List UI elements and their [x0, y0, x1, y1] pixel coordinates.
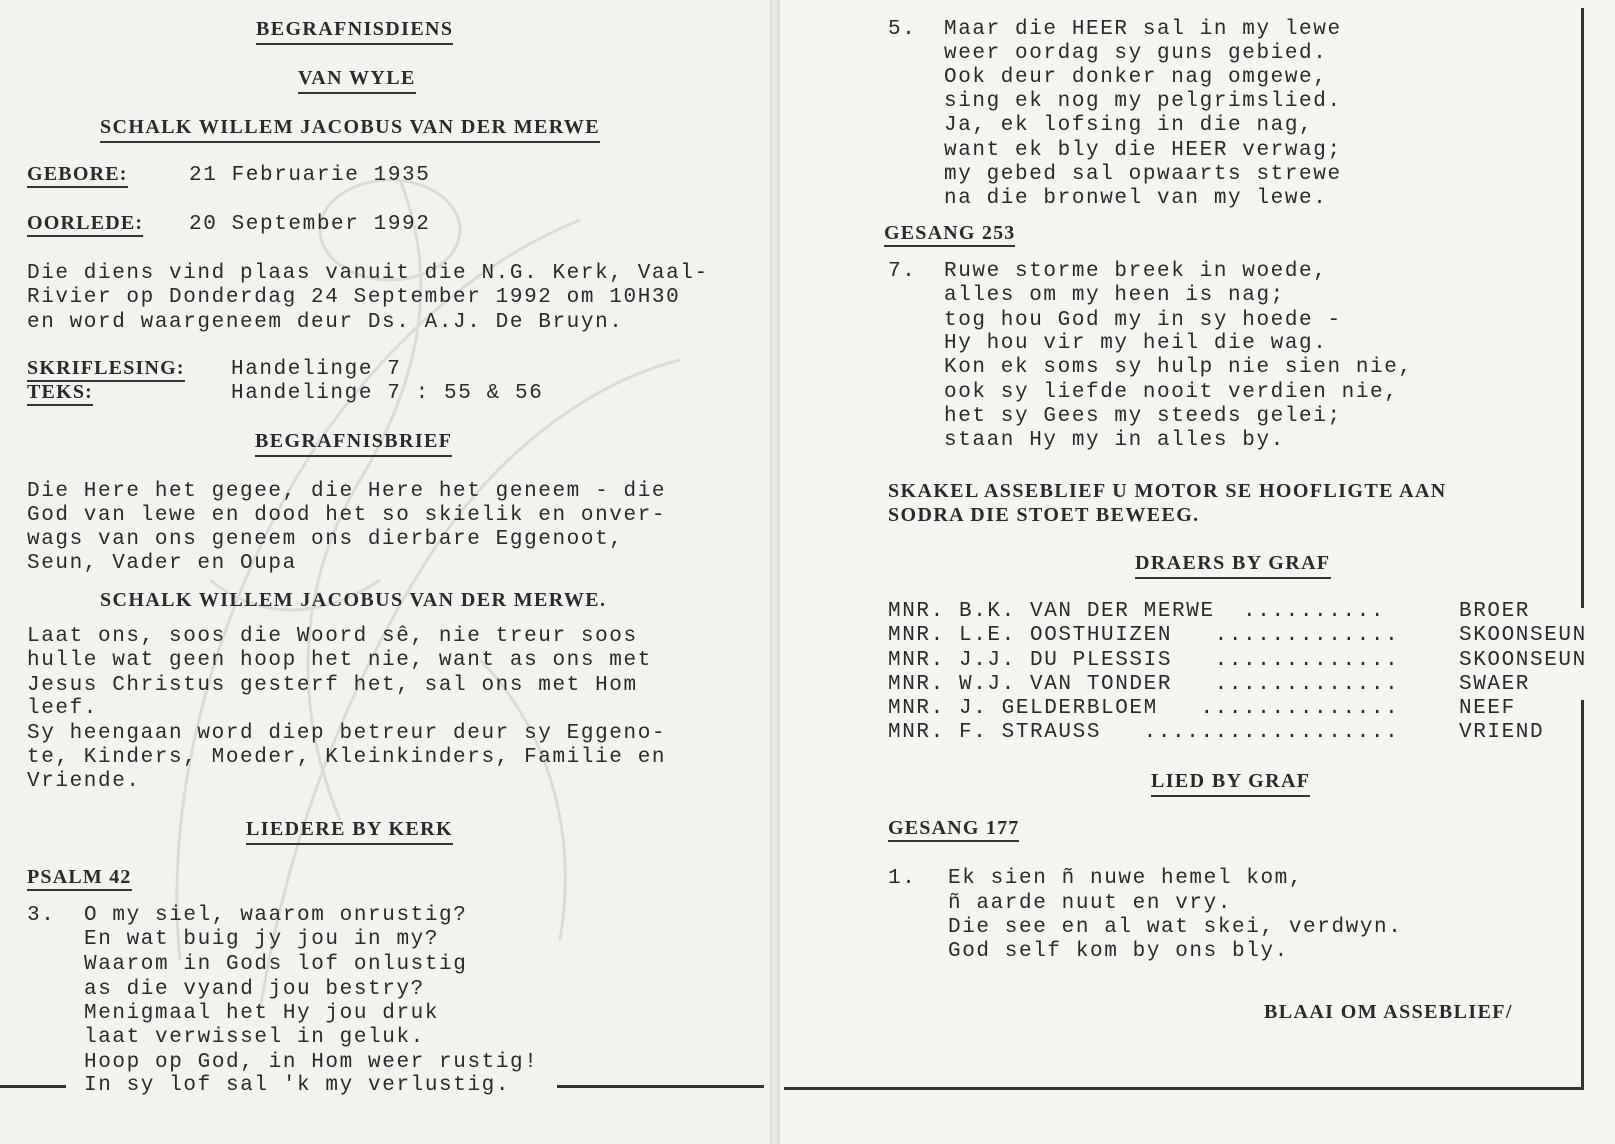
hymn-line: Ook deur donker nag omgewe, — [944, 66, 1328, 89]
hymn-line: Maar die HEER sal in my lewe — [944, 18, 1342, 41]
text-value: Handelinge 7 : 55 & 56 — [231, 382, 544, 405]
hymn-line: sing ek nog my pelgrimslied. — [944, 90, 1342, 113]
right-border-upper — [1581, 8, 1584, 608]
hymn-line: Ek sien ñ nuwe hemel kom, — [948, 867, 1304, 890]
psalm-line: En wat buig jy jou in my? — [84, 928, 440, 951]
verse-number: 7. — [888, 260, 917, 283]
psalm-line: Waarom in Gods lof onlustig — [84, 953, 468, 976]
service-line: en word waargeneem deur Ds. A.J. De Bruyn. — [27, 311, 624, 334]
letter-heading: BEGRAFNISBRIEF — [255, 430, 452, 457]
deceased-name-heading: SCHALK WILLEM JACOBUS VAN DER MERWE — [100, 116, 600, 143]
letter-line: Jesus Christus gesterf het, sal ons met Hom — [27, 674, 638, 697]
verse-number: 1. — [888, 867, 917, 890]
hymn-line: ook sy liefde nooit verdien nie, — [944, 381, 1399, 404]
headlights-notice: SODRA DIE STOET BEWEEG. — [888, 504, 1200, 526]
psalm-line: O my siel, waarom onrustig? — [84, 904, 468, 927]
letter-line: hulle wat geen hoop het nie, want as ons met — [27, 649, 652, 672]
hymn-line: want ek bly die HEER verwag; — [944, 139, 1342, 162]
died-date: 20 September 1992 — [189, 213, 431, 236]
service-line: Die diens vind plaas vanuit die N.G. Kerk, Vaal- — [27, 262, 709, 285]
hymn-line: God self kom by ons bly. — [948, 940, 1289, 963]
hymn-line: tog hou God my in sy hoede - — [944, 309, 1342, 332]
text-label: TEKS: — [27, 381, 93, 406]
hymn-line: alles om my heen is nag; — [944, 284, 1285, 307]
bearer-name: MNR. J. GELDERBLOEM .............. — [888, 697, 1400, 720]
hymn-line: ñ aarde nuut en vry. — [948, 892, 1233, 915]
right-border-lower — [1581, 700, 1584, 1090]
reading-label: SKRIFLESING: — [27, 357, 185, 382]
hymn-line: na die bronwel van my lewe. — [944, 187, 1328, 210]
letter-line: Laat ons, soos die Woord sê, nie treur soos — [27, 625, 638, 648]
letter-line: leef. — [27, 697, 99, 720]
psalm-line: laat verwissel in geluk. — [84, 1026, 425, 1049]
bearer-relation: SKOONSEUN — [1459, 649, 1587, 672]
hymn-line: Die see en al wat skei, verdwyn. — [948, 916, 1403, 939]
verse-number: 5. — [888, 18, 917, 41]
psalm-line: Menigmaal het Hy jou druk — [84, 1002, 440, 1025]
letter-line: Seun, Vader en Oupa — [27, 552, 297, 575]
turn-over-note: BLAAI OM ASSEBLIEF/ — [1264, 1001, 1513, 1023]
letter-line: te, Kinders, Moeder, Kleinkinders, Familie en — [27, 746, 667, 769]
grave-song-heading: LIED BY GRAF — [1151, 770, 1310, 797]
hymn-line: Kon ek soms sy hulp nie sien nie, — [944, 356, 1413, 379]
letter-line: wags van ons geneem ons dierbare Eggenoot, — [27, 528, 624, 551]
headlights-notice: SKAKEL ASSEBLIEF U MOTOR SE HOOFLIGTE AAN — [888, 480, 1447, 502]
letter-line: God van lewe en dood het so skielik en onver- — [27, 504, 667, 527]
hymn-line: Hy hou vir my heil die wag. — [944, 332, 1328, 355]
bearer-relation: SKOONSEUN — [1459, 624, 1587, 647]
died-label: OORLEDE: — [27, 212, 143, 237]
hymn-line: Ja, ek lofsing in die nag, — [944, 114, 1314, 137]
service-line: Rivier op Donderdag 24 September 1992 om 10H30 — [27, 286, 681, 309]
bearer-relation: VRIEND — [1459, 721, 1545, 744]
psalm-line: Hoop op God, in Hom weer rustig! — [84, 1051, 539, 1074]
psalm-heading: PSALM 42 — [27, 866, 132, 891]
gesang-177-heading: GESANG 177 — [888, 817, 1019, 842]
born-date: 21 Februarie 1935 — [189, 164, 431, 187]
verse-number: 3. — [27, 904, 56, 927]
bottom-rule-left-2 — [557, 1085, 764, 1088]
born-label: GEBORE: — [27, 163, 128, 188]
bearer-name: MNR. W.J. VAN TONDER ............. — [888, 673, 1400, 696]
hymn-line: weer oordag sy guns gebied. — [944, 42, 1328, 65]
letter-line: Die Here het gegee, die Here het geneem - die — [27, 480, 667, 503]
letter-deceased-name: SCHALK WILLEM JACOBUS VAN DER MERWE. — [100, 589, 607, 611]
church-songs-heading: LIEDERE BY KERK — [246, 818, 453, 845]
bearer-relation: NEEF — [1459, 697, 1516, 720]
page-fold — [770, 0, 780, 1144]
gesang-253-heading: GESANG 253 — [884, 222, 1015, 247]
bottom-rule-right — [784, 1087, 1584, 1090]
service-title: BEGRAFNISDIENS — [256, 18, 453, 45]
bottom-rule-left — [0, 1085, 66, 1088]
letter-line: Sy heengaan word diep betreur deur sy Eggeno- — [27, 722, 667, 745]
hymn-line: my gebed sal opwaarts strewe — [944, 163, 1342, 186]
letter-line: Vriende. — [27, 770, 141, 793]
bearer-name: MNR. B.K. VAN DER MERWE .......... — [888, 600, 1386, 623]
bearer-name: MNR. L.E. OOSTHUIZEN ............. — [888, 624, 1400, 647]
reading-value: Handelinge 7 — [231, 358, 402, 381]
hymn-line: Ruwe storme breek in woede, — [944, 260, 1328, 283]
hymn-line: staan Hy my in alles by. — [944, 429, 1285, 452]
late-title: VAN WYLE — [298, 67, 416, 94]
bearers-heading: DRAERS BY GRAF — [1135, 552, 1331, 579]
bearer-relation: SWAER — [1459, 673, 1531, 696]
bearer-name: MNR. J.J. DU PLESSIS ............. — [888, 649, 1400, 672]
bearer-relation: BROER — [1459, 600, 1531, 623]
psalm-line: In sy lof sal 'k my verlustig. — [84, 1074, 511, 1097]
psalm-line: as die vyand jou bestry? — [84, 978, 425, 1001]
bearer-name: MNR. F. STRAUSS .................. — [888, 721, 1400, 744]
hymn-line: het sy Gees my steeds gelei; — [944, 405, 1342, 428]
